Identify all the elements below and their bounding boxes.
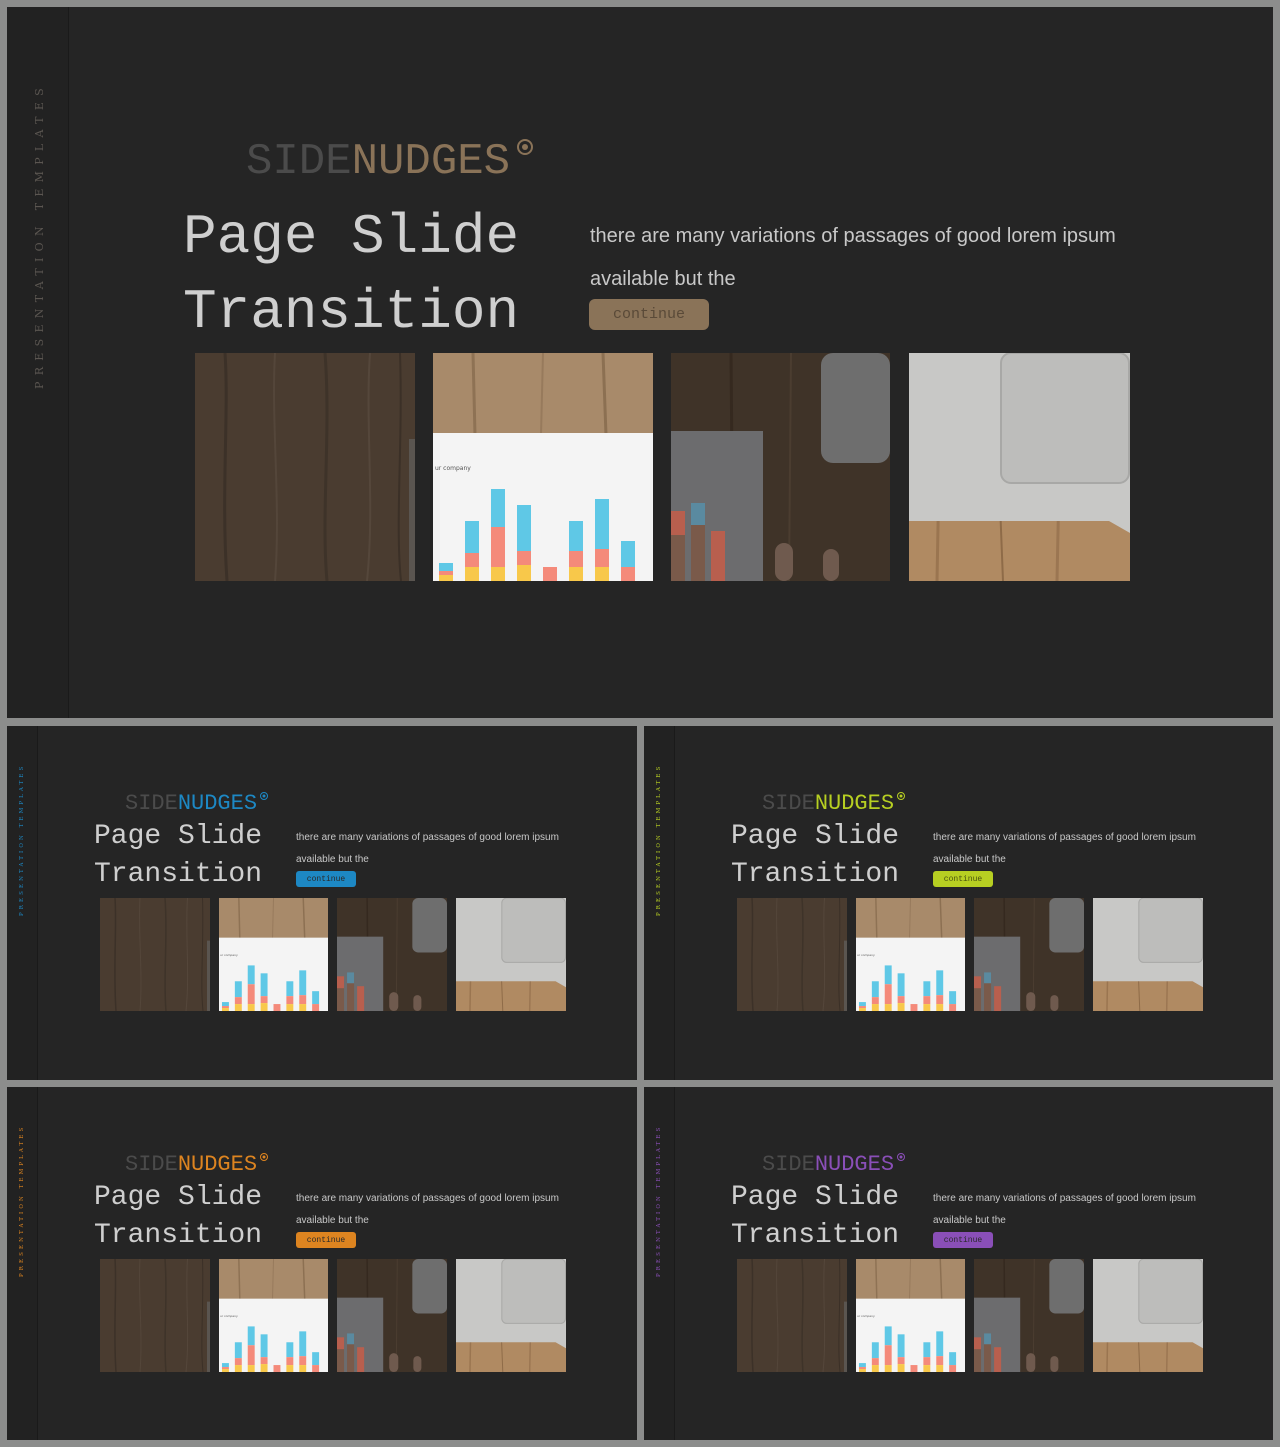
chart-bar-segment xyxy=(898,996,905,1003)
chart-bar-segment xyxy=(859,1363,866,1367)
chart-bar-segment xyxy=(923,996,930,1004)
chart-bar-segment xyxy=(872,1004,879,1011)
continue-button[interactable]: continue xyxy=(296,871,356,887)
wood-photo xyxy=(195,353,415,581)
vertical-label: PRESENTATION TEMPLATES xyxy=(19,1124,25,1277)
chart-bar-segment xyxy=(286,1342,293,1357)
chart-bar-segment xyxy=(898,1357,905,1364)
chart-bar-segment xyxy=(261,1003,268,1011)
brand-suffix: NUDGES xyxy=(351,137,511,187)
chart-bar-segment xyxy=(491,489,505,527)
laptop-photo xyxy=(1093,1259,1203,1372)
laptop-photo xyxy=(456,898,566,1011)
continue-button[interactable]: continue xyxy=(589,299,709,330)
chart-bar-segment xyxy=(248,965,255,984)
description-text: there are many variations of passages of good lorem ipsum available but the xyxy=(590,225,1116,290)
chart-bar-segment xyxy=(248,1326,255,1345)
title-line-2: Transition xyxy=(94,1220,263,1251)
registered-mark-icon xyxy=(897,792,905,800)
brand-prefix: SIDE xyxy=(125,1152,178,1177)
chart-bar-segment xyxy=(286,1357,293,1365)
chart-bar-segment xyxy=(439,575,453,581)
chart-bar-segment xyxy=(859,1367,866,1369)
chart-bar-segment xyxy=(286,1365,293,1372)
chart-bar-segment xyxy=(248,1004,255,1011)
title-line-2: Transition xyxy=(731,1220,900,1251)
title-line-1: Page Slide xyxy=(94,1182,263,1213)
chart-bar-segment xyxy=(923,1004,930,1011)
description-text: there are many variations of passages of good lorem ipsum available but the xyxy=(296,832,559,865)
wood-photo xyxy=(737,1259,847,1372)
chart-bar-segment xyxy=(859,1006,866,1008)
chart-bar-segment xyxy=(936,1004,943,1011)
chart-bar-segment xyxy=(872,1365,879,1372)
slide-preview[interactable] xyxy=(7,1087,637,1440)
chart-bar-segment xyxy=(261,1357,268,1364)
continue-button[interactable]: continue xyxy=(296,1232,356,1248)
brand-logo xyxy=(125,791,257,816)
continue-button[interactable]: continue xyxy=(933,871,993,887)
chart-bar-segment xyxy=(595,567,609,581)
chart-bar-segment xyxy=(949,1004,956,1011)
registered-mark-icon xyxy=(897,1153,905,1161)
brand-prefix: SIDE xyxy=(246,137,352,187)
chart-bar-segment xyxy=(286,1004,293,1011)
brand-logo xyxy=(762,791,894,816)
side-strip xyxy=(644,1087,675,1440)
brand-prefix: SIDE xyxy=(762,791,815,816)
chart-caption: ur company xyxy=(219,952,238,957)
laptop-photo xyxy=(456,1259,566,1372)
vertical-label: PRESENTATION TEMPLATES xyxy=(33,82,46,389)
chart-bar-segment xyxy=(222,1369,229,1372)
chart-caption: ur company xyxy=(856,952,875,957)
chart-bar-segment xyxy=(274,1004,281,1011)
chart-bar-segment xyxy=(299,1331,306,1356)
chart-bar-segment xyxy=(465,553,479,567)
chart-bar-segment xyxy=(312,1004,319,1011)
chart-paper-photo xyxy=(856,898,965,1011)
brand-prefix: SIDE xyxy=(762,1152,815,1177)
description-text: there are many variations of passages of good lorem ipsum available but the xyxy=(933,832,1196,865)
chart-bar-segment xyxy=(923,1365,930,1372)
continue-button[interactable]: continue xyxy=(933,1232,993,1248)
chart-bar-segment xyxy=(885,1004,892,1011)
registered-mark-icon xyxy=(517,139,533,155)
desk-photo xyxy=(337,898,447,1011)
chart-bar-segment xyxy=(936,1356,943,1365)
chart-bar-segment xyxy=(621,541,635,567)
brand-logo xyxy=(125,1152,257,1177)
chart-bar-segment xyxy=(923,1357,930,1365)
chart-bar-segment xyxy=(936,1331,943,1356)
chart-bar-segment xyxy=(439,571,453,575)
chart-bar-segment xyxy=(235,1342,242,1358)
chart-bar-segment xyxy=(235,1365,242,1372)
chart-bar-segment xyxy=(286,981,293,996)
wood-photo xyxy=(100,1259,210,1372)
chart-bar-segment xyxy=(248,1365,255,1372)
desk-photo xyxy=(337,1259,447,1372)
side-strip xyxy=(644,726,675,1080)
brand-prefix: SIDE xyxy=(125,791,178,816)
chart-bar-segment xyxy=(261,1364,268,1372)
slide-preview[interactable] xyxy=(644,1087,1273,1440)
title-line-1: Page Slide xyxy=(731,1182,900,1213)
chart-bar-segment xyxy=(222,1002,229,1006)
chart-bar-segment xyxy=(936,995,943,1004)
chart-bar-segment xyxy=(299,1365,306,1372)
vertical-label: PRESENTATION TEMPLATES xyxy=(19,763,25,916)
chart-bar-segment xyxy=(235,1004,242,1011)
wood-photo xyxy=(100,898,210,1011)
chart-bar-segment xyxy=(235,1358,242,1365)
vertical-label: PRESENTATION TEMPLATES xyxy=(656,763,662,916)
chart-bar-segment xyxy=(465,521,479,553)
chart-bar-segment xyxy=(299,970,306,995)
chart-bar-segment xyxy=(936,1365,943,1372)
chart-bar-segment xyxy=(885,1326,892,1345)
chart-bar-segment xyxy=(923,981,930,996)
chart-caption: ur company xyxy=(219,1313,238,1318)
brand-suffix: NUDGES xyxy=(814,791,895,816)
chart-bar-segment xyxy=(595,549,609,567)
chart-bar-segment xyxy=(235,997,242,1004)
chart-bar-segment xyxy=(517,505,531,551)
chart-bar-segment xyxy=(949,1365,956,1372)
title-line-2: Transition xyxy=(183,280,520,344)
brand-suffix: NUDGES xyxy=(177,1152,258,1177)
chart-paper-photo xyxy=(433,353,653,581)
chart-bar-segment xyxy=(859,1369,866,1372)
desk-photo xyxy=(974,898,1084,1011)
chart-bar-segment xyxy=(543,567,557,581)
chart-bar-segment xyxy=(911,1004,918,1011)
chart-bar-segment xyxy=(517,565,531,581)
desk-photo xyxy=(671,353,890,581)
chart-bar-segment xyxy=(898,1364,905,1372)
chart-bar-segment xyxy=(465,567,479,581)
title-line-1: Page Slide xyxy=(731,821,900,852)
chart-caption: ur company xyxy=(435,465,471,472)
title-line-2: Transition xyxy=(94,859,263,890)
chart-bar-segment xyxy=(872,1358,879,1365)
vertical-label: PRESENTATION TEMPLATES xyxy=(656,1124,662,1277)
brand-suffix: NUDGES xyxy=(814,1152,895,1177)
chart-bar-segment xyxy=(312,991,319,1004)
chart-bar-segment xyxy=(286,996,293,1004)
brand-logo xyxy=(762,1152,894,1177)
side-strip xyxy=(7,726,38,1080)
chart-bar-segment xyxy=(299,1356,306,1365)
chart-bar-segment xyxy=(299,1004,306,1011)
desk-photo xyxy=(974,1259,1084,1372)
wood-photo xyxy=(737,898,847,1011)
registered-mark-icon xyxy=(260,792,268,800)
chart-bar-segment xyxy=(261,996,268,1003)
chart-bar-segment xyxy=(569,551,583,567)
chart-bar-segment xyxy=(898,973,905,996)
chart-bar-segment xyxy=(621,567,635,581)
chart-bar-segment xyxy=(222,1008,229,1011)
chart-bar-segment xyxy=(299,995,306,1004)
chart-bar-segment xyxy=(936,970,943,995)
chart-bar-segment xyxy=(222,1006,229,1008)
description-text: there are many variations of passages of good lorem ipsum available but the xyxy=(933,1193,1196,1226)
chart-bar-segment xyxy=(885,965,892,984)
title-line-1: Page Slide xyxy=(94,821,263,852)
brand-suffix: NUDGES xyxy=(177,791,258,816)
chart-bar-segment xyxy=(274,1365,281,1372)
chart-paper-photo xyxy=(219,898,328,1011)
slide-preview[interactable] xyxy=(7,7,1273,718)
slide-preview[interactable] xyxy=(644,726,1273,1080)
chart-bar-segment xyxy=(898,1334,905,1357)
chart-bar-segment xyxy=(491,527,505,567)
chart-bar-segment xyxy=(859,1002,866,1006)
chart-bar-segment xyxy=(885,984,892,1004)
title-line-2: Transition xyxy=(731,859,900,890)
chart-bar-segment xyxy=(261,1334,268,1357)
chart-paper-photo xyxy=(856,1259,965,1372)
chart-bar-segment xyxy=(439,563,453,571)
side-strip xyxy=(7,7,69,718)
chart-bar-segment xyxy=(569,521,583,551)
chart-bar-segment xyxy=(885,1345,892,1365)
chart-bar-segment xyxy=(923,1342,930,1357)
chart-bar-segment xyxy=(859,1008,866,1011)
chart-bar-segment xyxy=(235,981,242,997)
description-text: there are many variations of passages of good lorem ipsum available but the xyxy=(296,1193,559,1226)
chart-bar-segment xyxy=(872,1342,879,1358)
chart-bar-segment xyxy=(569,567,583,581)
chart-bar-segment xyxy=(312,1365,319,1372)
chart-bar-segment xyxy=(949,1352,956,1365)
chart-bar-segment xyxy=(872,997,879,1004)
chart-bar-segment xyxy=(885,1365,892,1372)
chart-bar-segment xyxy=(312,1352,319,1365)
chart-caption: ur company xyxy=(856,1313,875,1318)
brand-logo xyxy=(246,137,510,187)
chart-bar-segment xyxy=(222,1367,229,1369)
chart-bar-segment xyxy=(517,551,531,565)
chart-bar-segment xyxy=(911,1365,918,1372)
chart-bar-segment xyxy=(222,1363,229,1367)
slide-preview[interactable] xyxy=(7,726,637,1080)
chart-bar-segment xyxy=(491,567,505,581)
chart-bar-segment xyxy=(872,981,879,997)
chart-bar-segment xyxy=(898,1003,905,1011)
laptop-photo xyxy=(909,353,1130,581)
chart-bar-segment xyxy=(595,499,609,549)
laptop-photo xyxy=(1093,898,1203,1011)
registered-mark-icon xyxy=(260,1153,268,1161)
chart-paper-photo xyxy=(219,1259,328,1372)
chart-bar-segment xyxy=(261,973,268,996)
chart-bar-segment xyxy=(248,984,255,1004)
side-strip xyxy=(7,1087,38,1440)
title-line-1: Page Slide xyxy=(183,205,520,269)
chart-bar-segment xyxy=(248,1345,255,1365)
chart-bar-segment xyxy=(949,991,956,1004)
